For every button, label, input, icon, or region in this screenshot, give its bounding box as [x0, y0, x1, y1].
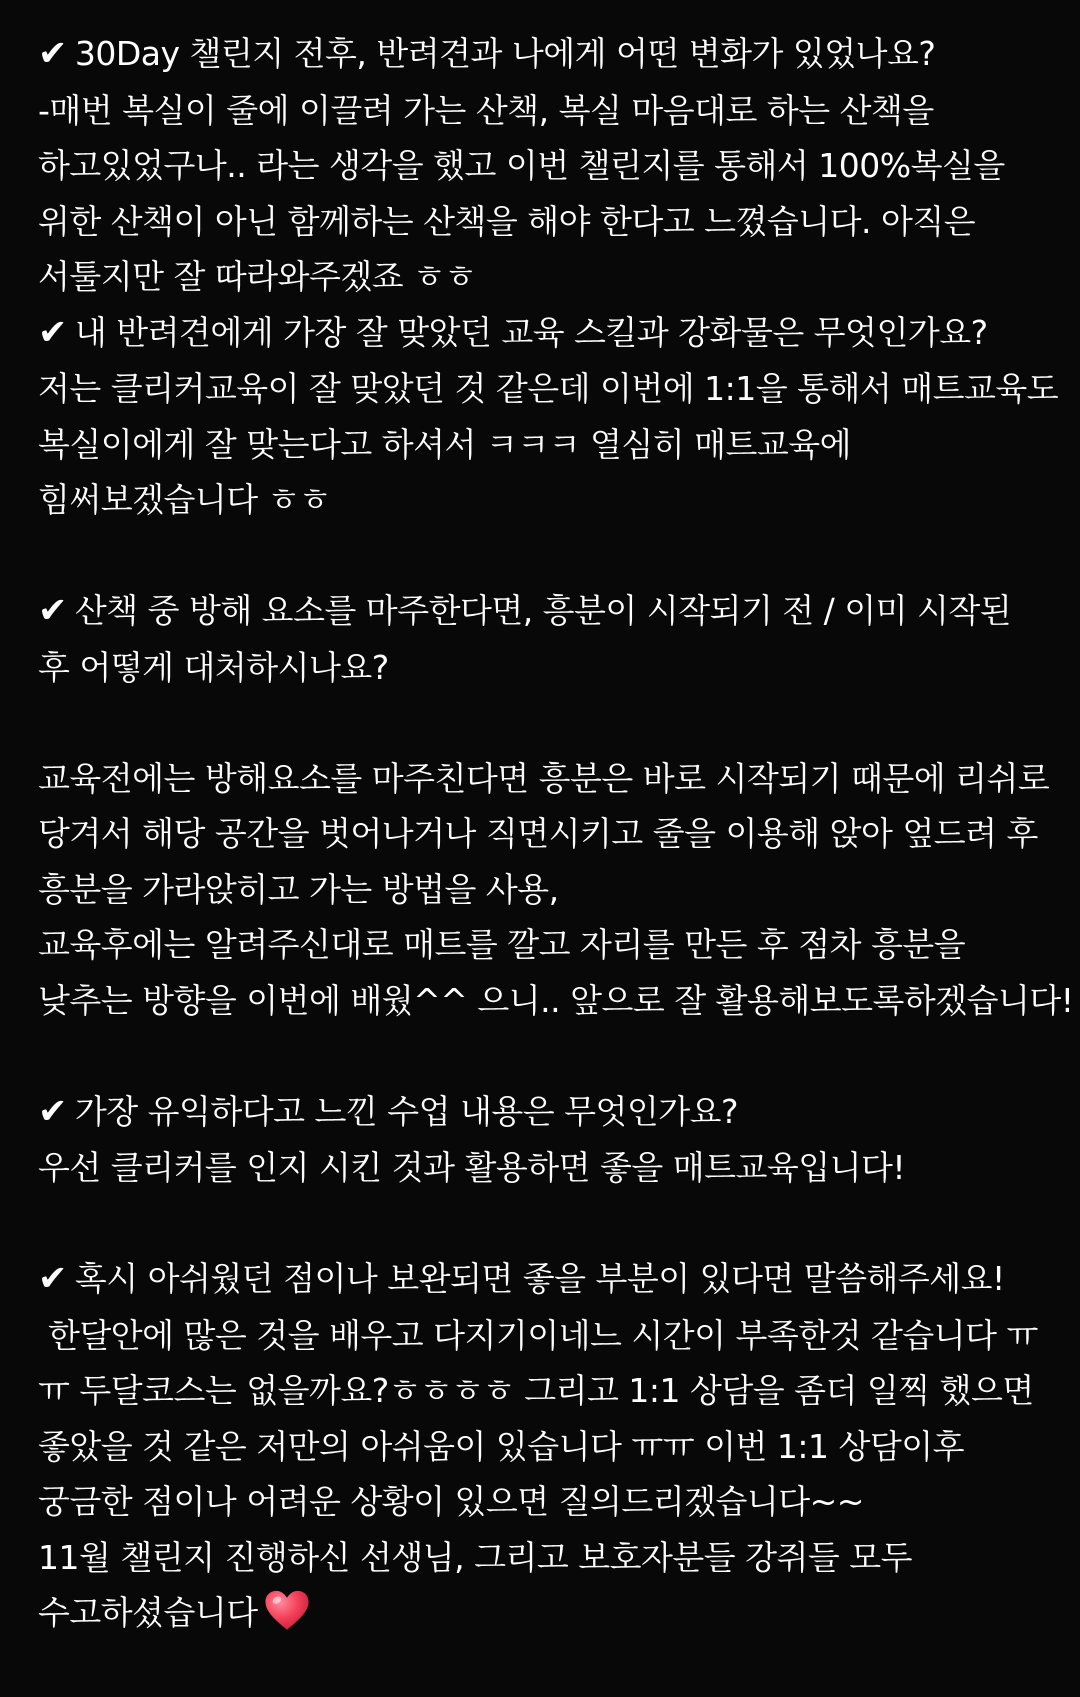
spacer [38, 528, 1068, 584]
answer-line: 교육후에는 알려주신대로 매트를 깔고 자리를 만든 후 점차 흥분을 [38, 925, 966, 964]
answer-line: 교육전에는 방해요소를 마주친다면 흥분은 바로 시작되기 때문에 리쉬로 [38, 758, 1050, 798]
answer-line: 저는 클리커교육이 잘 맞았던 것 같은데 이번에 1:1을 통해서 매트교육도 [38, 369, 1059, 408]
answer-line: 흥분을 가라앉히고 가는 방법을 사용, [38, 869, 559, 909]
spacer [38, 1196, 1068, 1252]
check-mark-icon: ✔ [38, 1091, 67, 1132]
heart-shape [265, 1591, 308, 1630]
question-skill [38, 305, 1068, 362]
answer-line: 우선 클리커를 인지 시킨 것과 활용하면 좋을 매트교육입니다! [38, 1148, 906, 1187]
question-text: 30Day 챌린지 전후, 반려견과 나에게 어떤 변화가 있었나요? [74, 34, 936, 73]
answer-line: 위한 산책이 아닌 함께하는 산책을 해야 한다고 느꼈습니다. 아직은 [38, 201, 976, 241]
answer-line: 힘써보겠습니다 ㅎㅎ [38, 480, 331, 519]
answer-line: 하고있었구나.. 라는 생각을 했고 이번 챌린지를 통해서 100%복실을 [38, 146, 1005, 185]
heart-icon [264, 1588, 310, 1634]
spacer [38, 1028, 1068, 1084]
review-document [38, 26, 1074, 1641]
answer-line: -매번 복실이 줄에 이끌려 가는 산책, 복실 마음대로 하는 산책을 [38, 90, 934, 130]
question-text: 산책 중 방해 요소를 마주한다면, 흥분이 시작되기 전 / 이미 시작된 [74, 591, 1012, 630]
spacer [38, 695, 1068, 751]
check-mark-icon: ✔ [38, 1259, 67, 1299]
answer-line: 서툴지만 잘 따라와주겠죠 ㅎㅎ [38, 257, 476, 296]
closing-line [38, 1585, 1068, 1641]
answer-line: 복실이에게 잘 맞는다고 하셔서 ㅋㅋㅋ 열심히 매트교육에 [38, 424, 852, 464]
question-improvement [38, 1251, 1068, 1308]
answer-line: 당겨서 해당 공간을 벗어나거나 직면시키고 줄을 이용해 앉아 엎드려 후 [38, 814, 1038, 853]
answer-line: 좋았을 것 같은 저만의 아쉬움이 있습니다 ㅠㅠ 이번 1:1 상담이후 [38, 1426, 964, 1466]
answer-line: 11월 챌린지 진행하신 선생님, 그리고 보호자분들 강쥐들 모두 [38, 1537, 912, 1577]
answer-line: 궁금한 점이나 어려운 상황이 있으면 질의드리겠습니다~~ [38, 1482, 864, 1521]
question-text: 가장 유익하다고 느낀 수업 내용은 무엇인가요? [74, 1091, 738, 1131]
answer-line: ㅠ 두달코스는 없을까요?ㅎㅎㅎㅎ 그리고 1:1 상담을 좀더 일찍 했으면 [38, 1371, 1034, 1410]
question-distraction [38, 583, 1068, 640]
check-mark-icon: ✔ [38, 591, 67, 631]
question-text: 내 반려견에게 가장 잘 맞았던 교육 스킬과 강화물은 무엇인가요? [74, 312, 988, 352]
question-useful [38, 1084, 1068, 1141]
question-text-continued: 후 어떻게 대처하시나요? [38, 647, 389, 687]
answer-line: 낮추는 방향을 이번에 배웠^^ 으니.. 앞으로 잘 활용해보도록하겠습니다! [38, 980, 1074, 1020]
question-change [38, 26, 1068, 83]
closing-text: 수고하셨습니다 [38, 1593, 258, 1632]
check-mark-icon: ✔ [38, 312, 67, 353]
check-mark-icon: ✔ [38, 34, 67, 74]
answer-line: 한달안에 많은 것을 배우고 다지기이네느 시간이 부족한것 같습니다 ㅠ [38, 1315, 1038, 1355]
question-text: 혹시 아쉬웠던 점이나 보완되면 좋을 부분이 있다면 말씀해주세요! [74, 1259, 1005, 1298]
